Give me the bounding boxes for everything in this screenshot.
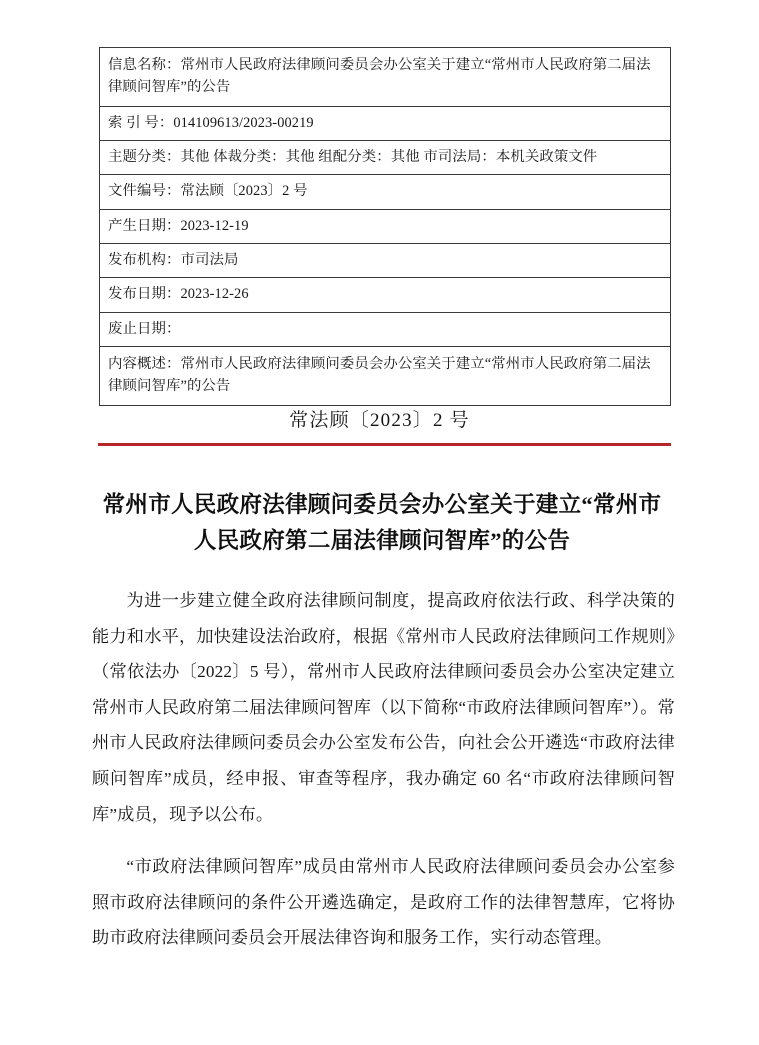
metadata-label-index-number: 索 引 号： (108, 114, 174, 131)
metadata-value-index-number: 014109613/2023-00219 (173, 114, 314, 131)
metadata-value-created-date: 2023-12-19 (180, 217, 249, 234)
metadata-cell-document-number (100, 175, 671, 209)
table-row-index-number (100, 106, 671, 140)
metadata-value-document-number: 常法顾〔2023〕2 号 (180, 183, 308, 200)
metadata-label-published-date: 发布日期： (108, 286, 181, 303)
red-separator-rule (98, 443, 671, 446)
metadata-cell-info-name (100, 48, 671, 107)
metadata-label-repeal-date: 废止日期： (108, 320, 181, 337)
page-title: 常州市人民政府法律顾问委员会办公室关于建立“常州市人民政府第二届法律顾问智库”的公告 (102, 492, 662, 554)
metadata-value-content-summary: 常州市人民政府法律顾问委员会办公室关于建立“常州市人民政府第二届法律顾问智库”的公告 (108, 355, 651, 395)
table-row-repeal-date (100, 312, 671, 346)
metadata-label-publishing-agency: 发布机构： (108, 251, 181, 268)
metadata-value-topic-classification: 其他 体裁分类：其他 组配分类：其他 市司法局：本机关政策文件 (180, 148, 598, 165)
metadata-cell-topic-classification (100, 140, 671, 174)
metadata-label-topic-classification: 主题分类： (108, 148, 181, 165)
metadata-cell-created-date (100, 209, 671, 243)
table-row-document-number (100, 175, 671, 209)
metadata-label-content-summary: 内容概述： (108, 355, 181, 372)
metadata-value-published-date: 2023-12-26 (180, 286, 249, 303)
body-paragraph-2: “市政府法律顾问智库”成员由常州市人民政府法律顾问委员会办公室参照市政府法律顾问的条件公开遴选确定，是政府工作的法律智慧库，它将协助市政府法律顾问委员会开展法律咨询和服务工作，实行动态管理。 (92, 857, 675, 948)
table-row-topic-classification (100, 140, 671, 174)
metadata-value-info-name: 常州市人民政府法律顾问委员会办公室关于建立“常州市人民政府第二届法律顾问智库”的公告 (108, 57, 651, 96)
metadata-label-info-name: 信息名称： (108, 57, 181, 73)
metadata-cell-repeal-date (100, 312, 671, 346)
metadata-label-document-number: 文件编号： (108, 183, 181, 200)
table-row-created-date (100, 209, 671, 243)
metadata-cell-index-number (100, 106, 671, 140)
metadata-cell-published-date (100, 278, 671, 312)
table-row-content-summary (100, 346, 671, 405)
metadata-table (99, 47, 671, 406)
metadata-table-container (99, 47, 671, 406)
document-issue-number: 常法顾〔2023〕2 号 (289, 410, 470, 431)
metadata-cell-content-summary (100, 346, 671, 405)
metadata-value-publishing-agency: 市司法局 (180, 251, 239, 268)
table-row-published-date (100, 278, 671, 312)
document-body (92, 583, 675, 956)
metadata-cell-publishing-agency (100, 243, 671, 277)
table-row-publishing-agency (100, 243, 671, 277)
metadata-label-created-date: 产生日期： (108, 217, 181, 234)
body-paragraph-1: 为进一步建立健全政府法律顾问制度，提高政府依法行政、科学决策的能力和水平，加快建设法治政府，根据《常州市人民政府法律顾问工作规则》（常依法办〔2022〕5 号），常州市人民政府法律顾问委员会办公室决定建立常州市人民政府第二届法律顾问智库（以下简称“市政府法律顾问智库”）。常州市人民政府法律顾问委员会办公室发布公告，向社会公开遴选“市政府法律顾问智库”成员，经申报、审查等程序，我办确定 60 名“市政府法律顾问智库”成员，现予以公布。 (92, 591, 675, 824)
table-row-info-name (100, 48, 671, 107)
